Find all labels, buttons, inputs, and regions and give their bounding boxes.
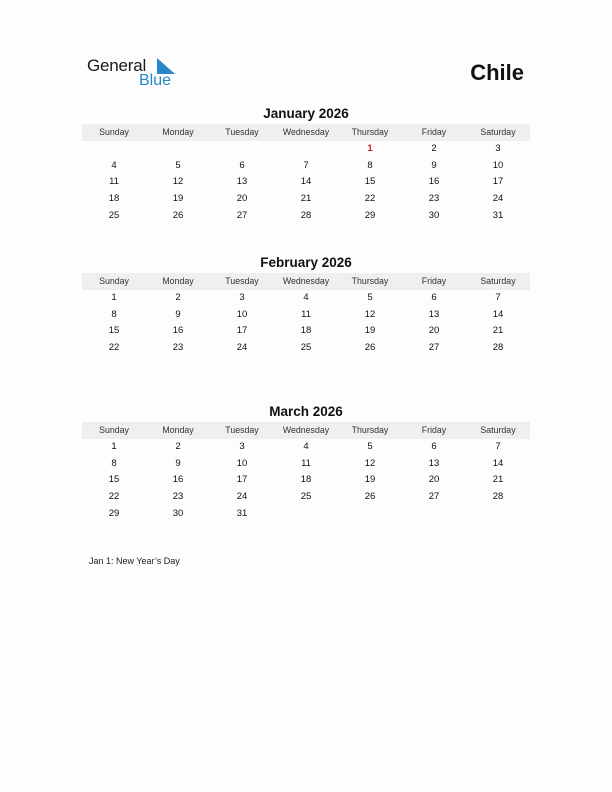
day-cell: 19 bbox=[172, 193, 184, 205]
day-cell: 29 bbox=[108, 507, 120, 519]
logo-general-text: General bbox=[87, 56, 147, 75]
day-cell: 8 bbox=[367, 159, 373, 171]
day-cell: 31 bbox=[236, 507, 248, 519]
weekday-label: Friday bbox=[421, 127, 447, 137]
week-row bbox=[82, 191, 530, 208]
holiday-notes bbox=[89, 556, 180, 566]
day-cell: 28 bbox=[492, 491, 504, 503]
month-title: March 2026 bbox=[269, 404, 343, 419]
day-cell: 23 bbox=[172, 342, 184, 354]
day-cell: 16 bbox=[172, 474, 184, 486]
day-cell: 1 bbox=[111, 441, 117, 452]
day-cell: 23 bbox=[428, 193, 440, 205]
day-cell: 31 bbox=[492, 209, 504, 221]
day-cell: 15 bbox=[108, 325, 120, 337]
day-cell: 3 bbox=[239, 292, 245, 303]
day-cell: 22 bbox=[364, 193, 376, 205]
weekday-label: Sunday bbox=[99, 127, 129, 137]
weekday-label: Thursday bbox=[351, 127, 389, 137]
day-cell: 2 bbox=[431, 143, 437, 154]
day-cell: 5 bbox=[367, 441, 373, 452]
weekday-label: Sunday bbox=[99, 425, 129, 435]
day-cell: 9 bbox=[175, 308, 181, 320]
week-row bbox=[82, 208, 530, 225]
day-cell: 7 bbox=[495, 292, 501, 303]
day-cell: 17 bbox=[236, 325, 248, 337]
day-cell: 10 bbox=[492, 159, 504, 171]
day-cell bbox=[274, 141, 338, 158]
week-row bbox=[82, 456, 530, 473]
holiday-day-cell: 1 bbox=[367, 143, 373, 154]
week-row bbox=[82, 472, 530, 489]
month-title: February 2026 bbox=[260, 255, 352, 270]
day-cell: 27 bbox=[236, 209, 248, 221]
weekday-header-row bbox=[82, 124, 530, 141]
day-cell: 25 bbox=[108, 209, 120, 221]
weekday-label: Wednesday bbox=[282, 425, 330, 435]
weekday-label: Tuesday bbox=[225, 127, 259, 137]
day-cell: 27 bbox=[428, 491, 440, 503]
day-cell: 13 bbox=[428, 457, 440, 469]
day-cell: 16 bbox=[428, 176, 440, 188]
day-cell: 21 bbox=[492, 325, 504, 337]
day-cell: 13 bbox=[428, 308, 440, 320]
weekday-label: Monday bbox=[162, 425, 194, 435]
day-cell: 3 bbox=[239, 441, 245, 452]
day-cell: 12 bbox=[364, 457, 376, 469]
day-cell bbox=[82, 141, 146, 158]
day-cell: 2 bbox=[175, 441, 181, 452]
week-row bbox=[82, 174, 530, 191]
day-cell: 19 bbox=[364, 474, 376, 486]
day-cell: 7 bbox=[303, 159, 309, 171]
month-march bbox=[82, 404, 530, 522]
day-cell bbox=[210, 141, 274, 158]
day-cell: 13 bbox=[236, 176, 248, 188]
day-cell: 18 bbox=[108, 193, 120, 205]
day-cell: 6 bbox=[431, 292, 437, 303]
weekday-label: Thursday bbox=[351, 425, 389, 435]
day-cell: 21 bbox=[300, 193, 312, 205]
holiday-note: Jan 1: New Year’s Day bbox=[89, 556, 180, 566]
week-row bbox=[82, 141, 530, 158]
day-cell: 17 bbox=[236, 474, 248, 486]
week-row bbox=[82, 290, 530, 307]
weekday-label: Wednesday bbox=[282, 127, 330, 137]
day-cell: 12 bbox=[364, 308, 376, 320]
day-cell: 5 bbox=[175, 159, 181, 171]
day-cell: 26 bbox=[364, 491, 376, 503]
day-cell: 14 bbox=[300, 176, 312, 188]
day-cell: 12 bbox=[172, 176, 184, 188]
week-row bbox=[82, 307, 530, 324]
week-row bbox=[82, 506, 530, 523]
month-february bbox=[82, 255, 530, 357]
day-cell bbox=[338, 506, 402, 523]
day-cell: 27 bbox=[428, 342, 440, 354]
day-cell: 26 bbox=[172, 209, 184, 221]
weekday-label: Friday bbox=[421, 276, 447, 286]
weekday-label: Sunday bbox=[99, 276, 129, 286]
weekday-label: Saturday bbox=[480, 127, 516, 137]
day-cell: 17 bbox=[492, 176, 504, 188]
day-cell: 10 bbox=[236, 457, 248, 469]
day-cell: 14 bbox=[492, 457, 504, 469]
weekday-label: Monday bbox=[162, 127, 194, 137]
day-cell: 14 bbox=[492, 308, 504, 320]
day-cell: 9 bbox=[175, 457, 181, 469]
generalblue-logo bbox=[87, 56, 187, 92]
day-cell: 2 bbox=[175, 292, 181, 303]
weekday-label: Wednesday bbox=[282, 276, 330, 286]
day-cell: 11 bbox=[109, 176, 119, 188]
day-cell: 11 bbox=[301, 457, 311, 469]
day-cell: 28 bbox=[300, 209, 312, 221]
day-cell: 25 bbox=[300, 342, 312, 354]
day-cell: 30 bbox=[428, 209, 440, 221]
month-title: January 2026 bbox=[263, 106, 349, 121]
week-row bbox=[82, 323, 530, 340]
weekday-label: Saturday bbox=[480, 425, 516, 435]
day-cell: 10 bbox=[236, 308, 248, 320]
day-cell: 28 bbox=[492, 342, 504, 354]
day-cell: 8 bbox=[111, 308, 117, 320]
day-cell: 3 bbox=[495, 143, 501, 154]
day-cell: 19 bbox=[364, 325, 376, 337]
week-row bbox=[82, 340, 530, 357]
weekday-label: Tuesday bbox=[225, 425, 259, 435]
week-row bbox=[82, 439, 530, 456]
day-cell: 22 bbox=[108, 342, 120, 354]
week-row bbox=[82, 489, 530, 506]
weekday-label: Friday bbox=[421, 425, 447, 435]
day-cell: 15 bbox=[108, 474, 120, 486]
weekday-label: Tuesday bbox=[225, 276, 259, 286]
day-cell: 20 bbox=[428, 325, 440, 337]
day-cell: 4 bbox=[303, 441, 309, 452]
day-cell: 1 bbox=[111, 292, 117, 303]
day-cell: 25 bbox=[300, 491, 312, 503]
weekday-label: Saturday bbox=[480, 276, 516, 286]
weekday-label: Thursday bbox=[351, 276, 389, 286]
day-cell: 24 bbox=[236, 491, 248, 503]
day-cell: 9 bbox=[431, 159, 437, 171]
day-cell: 20 bbox=[236, 193, 248, 205]
day-cell bbox=[402, 506, 466, 523]
weekday-header-row bbox=[82, 273, 530, 290]
day-cell: 15 bbox=[364, 176, 376, 188]
country-title: Chile bbox=[470, 60, 524, 85]
day-cell: 4 bbox=[111, 159, 117, 171]
week-row bbox=[82, 158, 530, 175]
day-cell: 18 bbox=[300, 325, 312, 337]
day-cell: 29 bbox=[364, 209, 376, 221]
logo-blue-text: Blue bbox=[139, 72, 172, 89]
month-january bbox=[82, 106, 530, 224]
day-cell: 30 bbox=[172, 507, 184, 519]
day-cell: 18 bbox=[300, 474, 312, 486]
day-cell: 5 bbox=[367, 292, 373, 303]
day-cell: 16 bbox=[172, 325, 184, 337]
weekday-header-row bbox=[82, 422, 530, 439]
day-cell: 7 bbox=[495, 441, 501, 452]
day-cell: 21 bbox=[492, 474, 504, 486]
day-cell: 24 bbox=[236, 342, 248, 354]
day-cell: 6 bbox=[431, 441, 437, 452]
day-cell: 23 bbox=[172, 491, 184, 503]
day-cell bbox=[274, 506, 338, 523]
day-cell: 20 bbox=[428, 474, 440, 486]
weekday-label: Monday bbox=[162, 276, 194, 286]
day-cell: 4 bbox=[303, 292, 309, 303]
day-cell bbox=[146, 141, 210, 158]
day-cell: 22 bbox=[108, 491, 120, 503]
day-cell: 6 bbox=[239, 159, 245, 171]
day-cell: 8 bbox=[111, 457, 117, 469]
day-cell bbox=[466, 506, 530, 523]
day-cell: 11 bbox=[301, 308, 311, 320]
day-cell: 26 bbox=[364, 342, 376, 354]
day-cell: 24 bbox=[492, 193, 504, 205]
